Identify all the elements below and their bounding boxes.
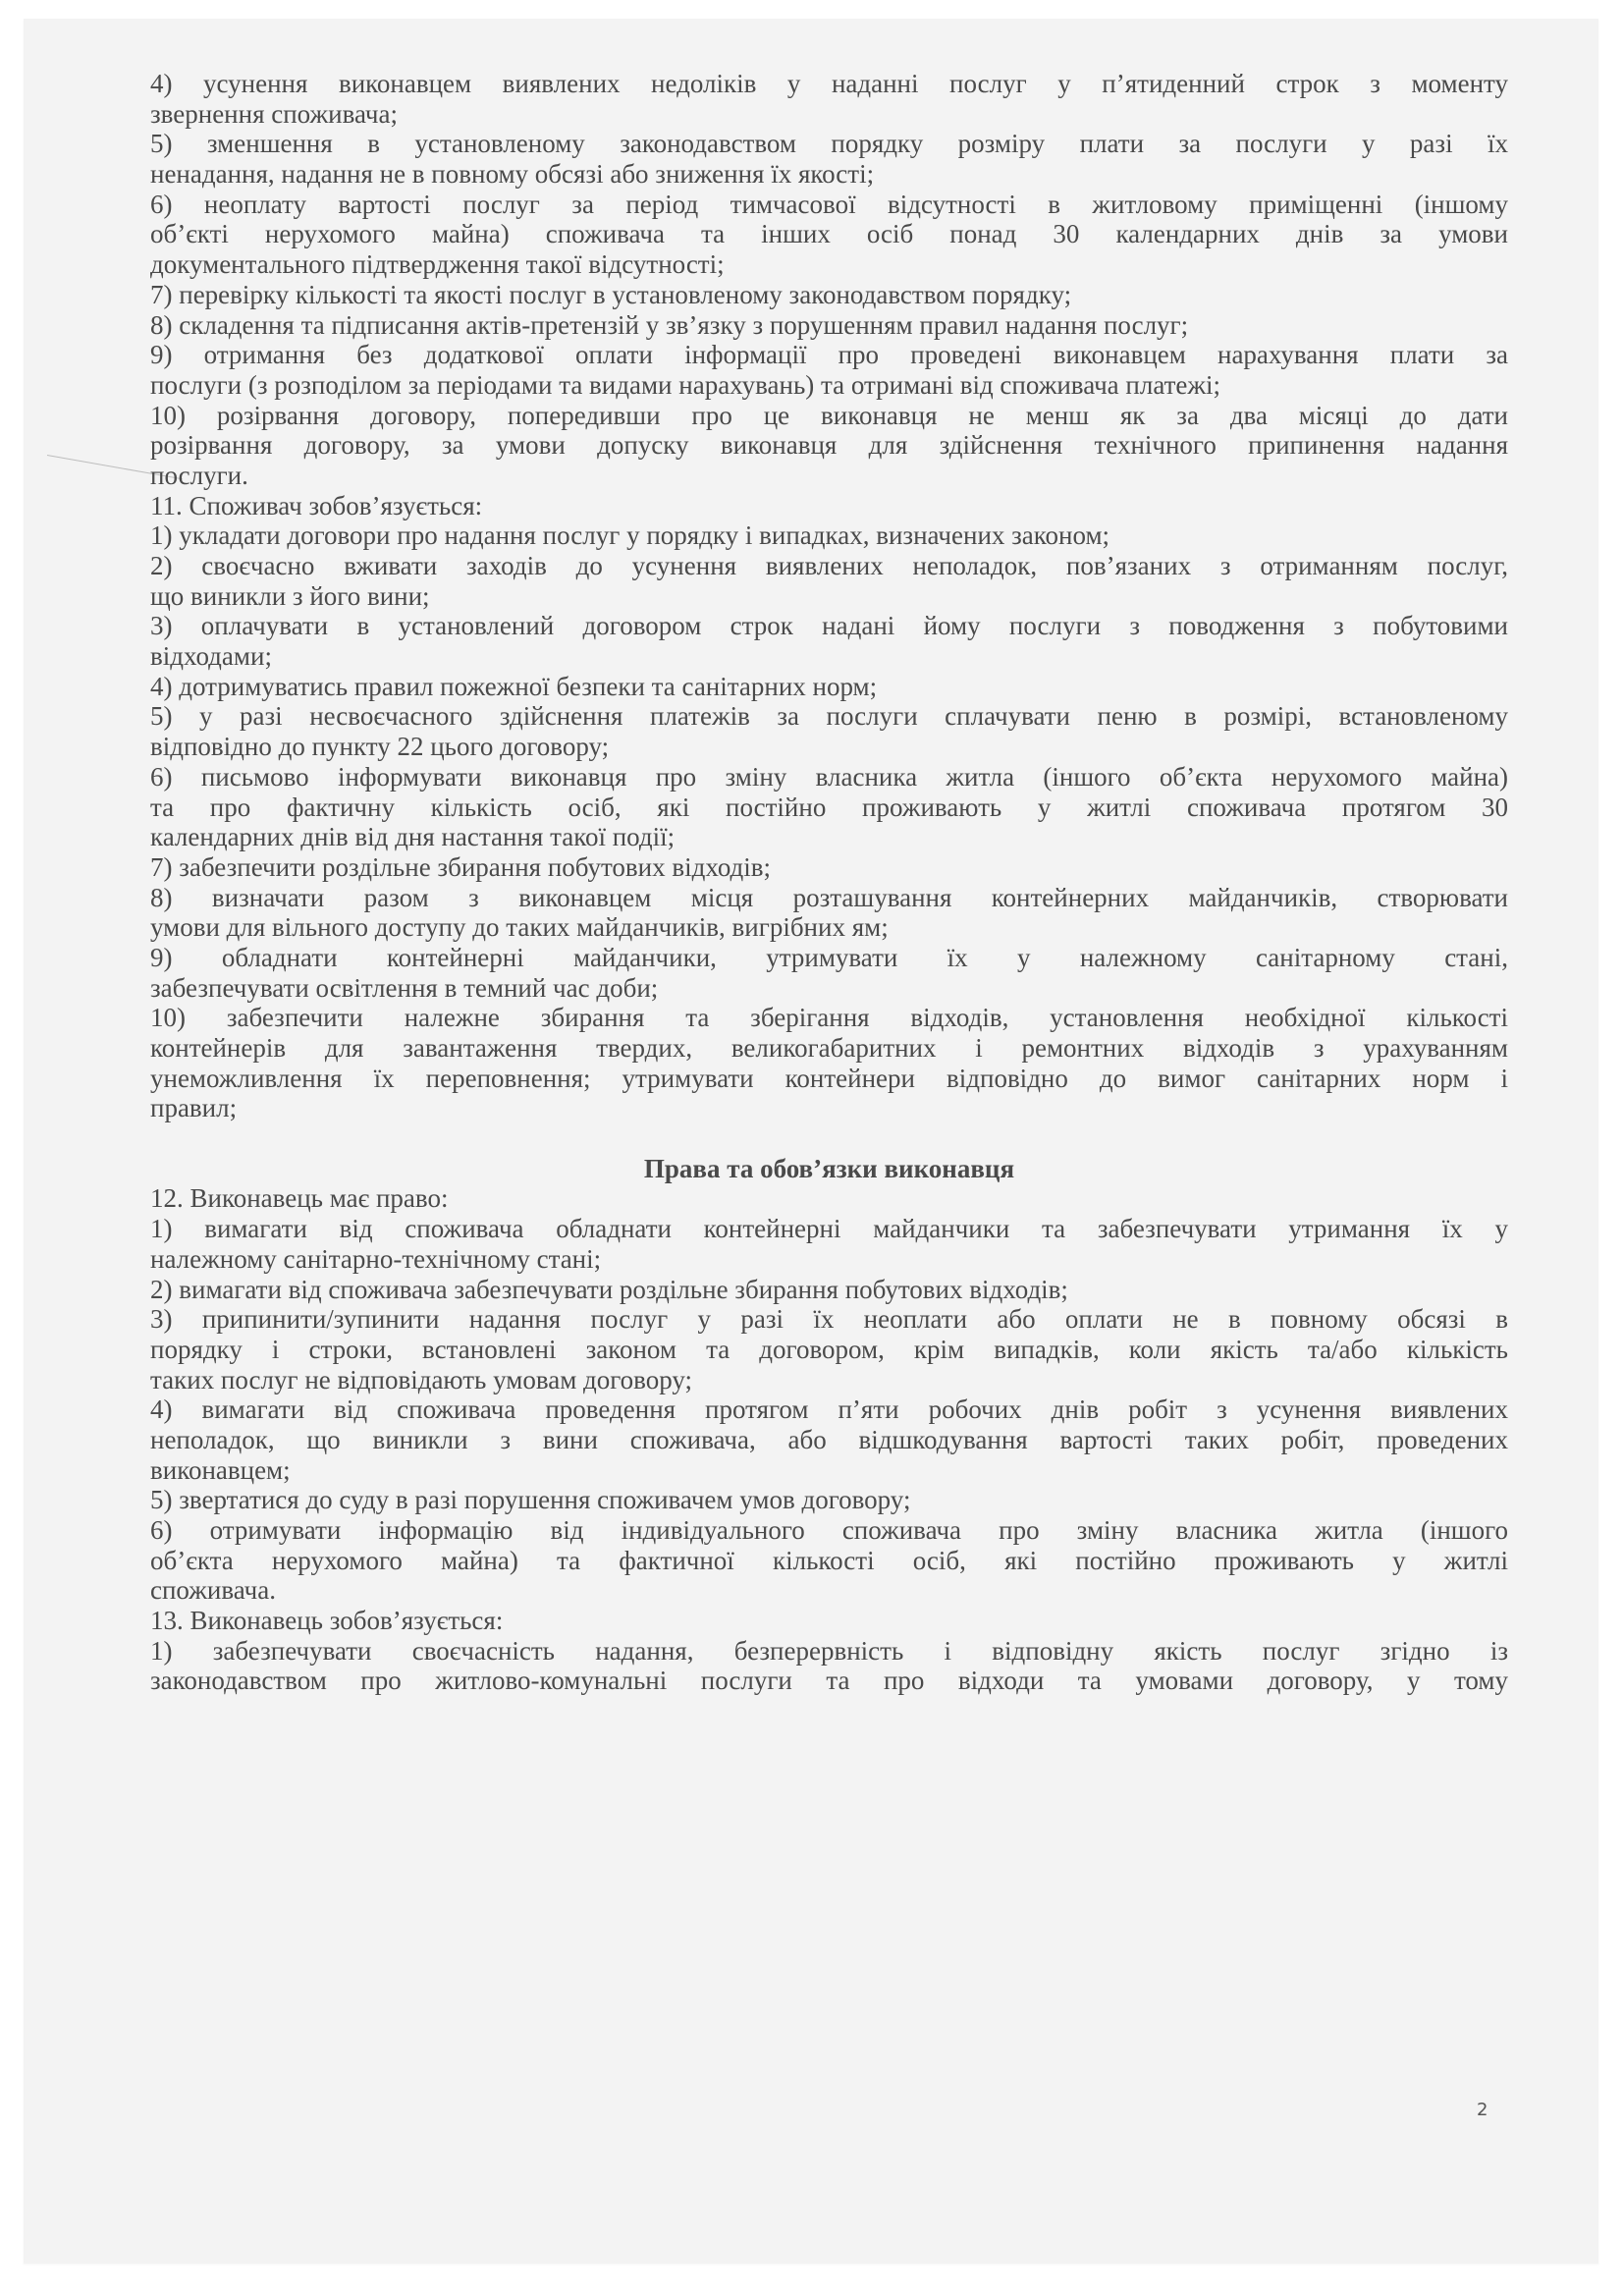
blank-line xyxy=(150,1123,1508,1154)
text-line: документального підтвердження такої відсутності; xyxy=(150,249,725,280)
document-body xyxy=(150,69,1508,1696)
text-line: 1) вимагати від споживача обладнати контейнерні майданчики та забезпечувати утримання їх у xyxy=(150,1214,1508,1244)
text-line: послуги. xyxy=(150,460,248,490)
text-line: 9) обладнати контейнерні майданчики, утримувати їх у належному санітарному стані, xyxy=(150,942,1508,972)
section-consumer-rights-obligations xyxy=(150,69,1508,1123)
text-line: 1) укладати договори про надання послуг у порядку і випадках, визначених законом; xyxy=(150,520,1110,551)
text-line: 10) розірвання договору, попередивши про це виконавця не менш як за два місяці до дати xyxy=(150,400,1508,430)
text-line: контейнерів для завантаження твердих, великогабаритних і ремонтних відходів з урахуванням xyxy=(150,1033,1508,1063)
text-line: що виникли з його вини; xyxy=(150,580,430,611)
text-line: 7) перевірку кількості та якості послуг в установленому законодавством порядку; xyxy=(150,279,1072,309)
text-line: 9) отримання без додаткової оплати інформації про проведені виконавцем нарахування плати за xyxy=(150,340,1508,370)
text-line: 4) дотримуватись правил пожежної безпеки та санітарних норм; xyxy=(150,671,878,701)
text-line: календарних днів від дня настання такої події; xyxy=(150,822,676,852)
text-line: послуги (з розподілом за періодами та видами нарахувань) та отримані від споживача платежі; xyxy=(150,369,1221,400)
text-line: 7) забезпечити роздільне збирання побутових відходів; xyxy=(150,851,772,882)
text-line: звернення споживача; xyxy=(150,98,398,129)
text-line: 6) письмово інформувати виконавця про зміну власника житла (іншого об’єкта нерухомого майна) xyxy=(150,761,1508,792)
text-line: розірвання договору, за умови допуску виконавця для здійснення технічного припинення надання xyxy=(150,430,1508,461)
text-line: 4) усунення виконавцем виявлених недоліків у наданні послуг у п’ятиденний строк з моменту xyxy=(150,69,1508,98)
text-line: 13. Виконавець зобов’язується: xyxy=(150,1606,504,1636)
text-line: 2) своєчасно вживати заходів до усунення виявлених неполадок, пов’язаних з отриманням послуг, xyxy=(150,551,1508,580)
text-line: унеможливлення їх переповнення; утримувати контейнери відповідно до вимог санітарних норм і xyxy=(150,1063,1508,1093)
text-line: 1) забезпечувати своєчасність надання, безперервність і відповідну якість послуг згідно із xyxy=(150,1635,1508,1666)
section-contractor-rights-obligations xyxy=(150,1183,1508,1696)
text-line: 11. Споживач зобов’язується: xyxy=(150,490,483,520)
section-heading: Права та обов’язки виконавця xyxy=(643,1153,1015,1183)
text-line: 3) припинити/зупинити надання послуг у разі їх неоплати або оплати не в повному обсязі в xyxy=(150,1304,1508,1335)
text-line: 2) вимагати від споживача забезпечувати роздільне збирання побутових відходів; xyxy=(150,1274,1068,1304)
text-line: об’єкта нерухомого майна) та фактичної кількості осіб, які постійно проживають у житлі xyxy=(150,1545,1508,1575)
text-line: забезпечувати освітлення в темний час доби; xyxy=(150,972,659,1003)
text-line: 5) зменшення в установленому законодавством порядку розміру плати за послуги у разі їх xyxy=(150,129,1508,159)
page-number: 2 xyxy=(1477,2100,1488,2120)
text-line: 8) визначати разом з виконавцем місця розташування контейнерних майданчиків, створювати xyxy=(150,882,1508,912)
text-line: належному санітарно-технічному стані; xyxy=(150,1243,602,1274)
text-line: 6) отримувати інформацію від індивідуального споживача про зміну власника житла (іншого xyxy=(150,1515,1508,1545)
text-line: 12. Виконавець має право: xyxy=(150,1183,449,1214)
text-line: умови для вільного доступу до таких майданчиків, вигрібних ям; xyxy=(150,912,889,943)
text-line: таких послуг не відповідають умовам договору; xyxy=(150,1364,693,1394)
text-line: ненадання, надання не в повному обсязі або зниження їх якості; xyxy=(150,159,875,190)
text-line: неполадок, що виникли з вини споживача, або відшкодування вартості таких робіт, проведених xyxy=(150,1424,1508,1454)
text-line: правил; xyxy=(150,1093,238,1123)
text-line: об’єкті нерухомого майна) споживача та інших осіб понад 30 календарних днів за умови xyxy=(150,219,1508,249)
text-line: 6) неоплату вартості послуг за період тимчасової відсутності в житловому приміщенні (іншому xyxy=(150,189,1508,219)
text-line: відходами; xyxy=(150,641,272,672)
text-line: 4) вимагати від споживача проведення протягом п’яти робочих днів робіт з усунення виявлених xyxy=(150,1394,1508,1425)
text-line: порядку і строки, встановлені законом та договором, крім випадків, коли якість та/або кількість xyxy=(150,1334,1508,1364)
text-line: 10) забезпечити належне збирання та зберігання відходів, установлення необхідної кількості xyxy=(150,1003,1508,1033)
text-line: 8) складення та підписання актів-претензій у зв’язку з порушенням правил надання послуг; xyxy=(150,309,1189,340)
text-line: законодавством про житлово-комунальні послуги та про відходи та умовами договору, у тому xyxy=(150,1666,1508,1696)
text-line: 5) у разі несвоєчасного здійснення платежів за послуги сплачувати пеню в розмірі, встановленому xyxy=(150,701,1508,732)
text-line: відповідно до пункту 22 цього договору; xyxy=(150,732,610,762)
text-line: та про фактичну кількість осіб, які постійно проживають у житлі споживача протягом 30 xyxy=(150,792,1508,822)
text-line: 5) звертатися до суду в разі порушення споживачем умов договору; xyxy=(150,1485,911,1515)
text-line: 3) оплачувати в установлений договором строк надані йому послуги з поводження з побутовими xyxy=(150,611,1508,641)
text-line: споживача. xyxy=(150,1575,276,1606)
text-line: виконавцем; xyxy=(150,1454,291,1485)
